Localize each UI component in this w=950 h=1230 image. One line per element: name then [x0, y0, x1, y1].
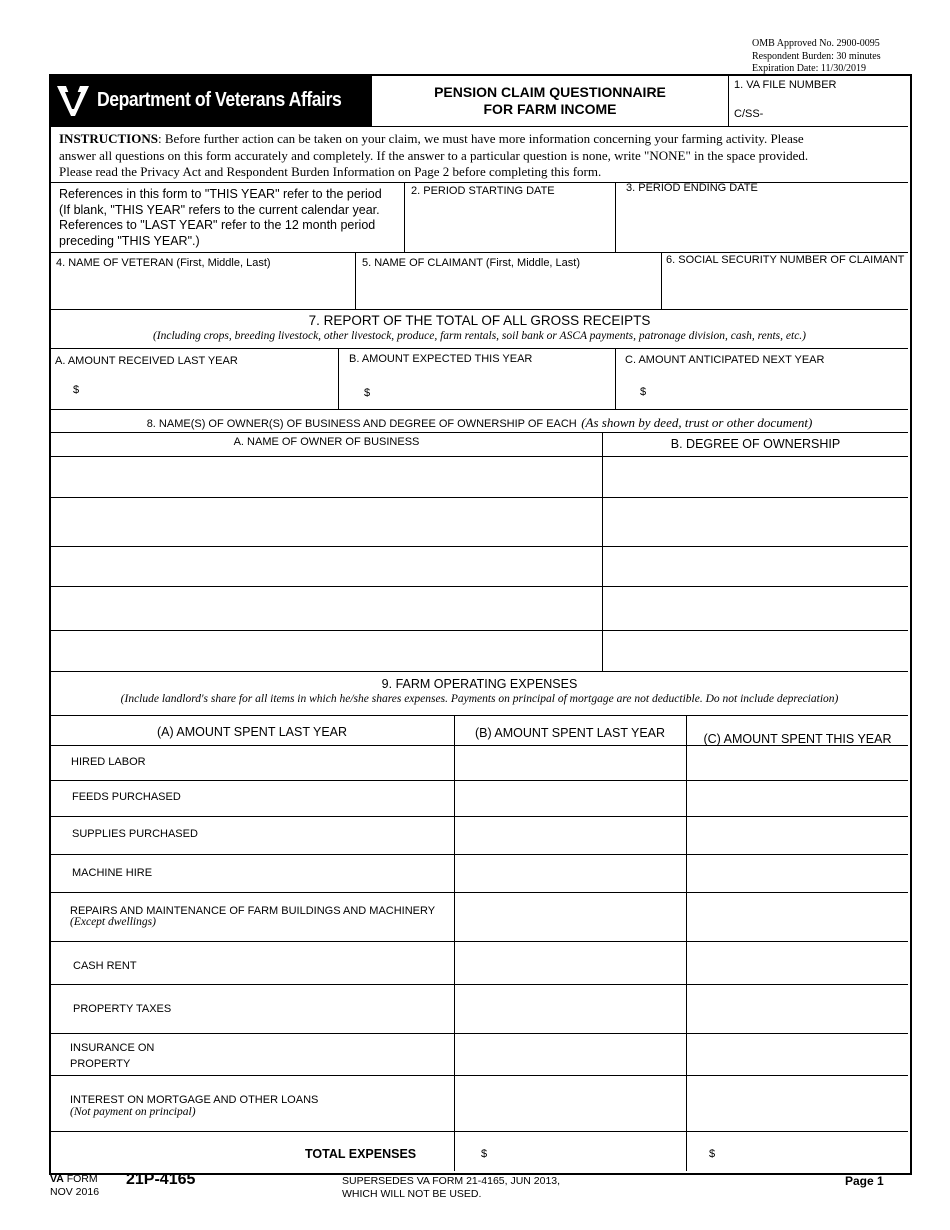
period-ref-line2: (If blank, "THIS YEAR" refers to the current calendar year.: [59, 202, 380, 217]
expenses-col-a: (A) AMOUNT SPENT LAST YEAR: [156, 725, 348, 739]
period-start-label: 2. PERIOD STARTING DATE: [411, 185, 555, 197]
expense-input-this-year[interactable]: [688, 817, 907, 854]
expense-input-this-year[interactable]: [688, 1034, 907, 1075]
receipts-b-dollar: $: [364, 387, 371, 399]
receipts-b-input[interactable]: [376, 376, 612, 407]
owner-name-input[interactable]: [52, 547, 601, 586]
veteran-name-label: 4. NAME OF VETERAN (First, Middle, Last): [56, 257, 271, 269]
owner-degree-input[interactable]: [604, 498, 907, 546]
footer-form-number: 21P-4165: [126, 1171, 196, 1188]
veteran-name-input[interactable]: [53, 272, 353, 308]
period-ref-line3: References to "LAST YEAR" refer to the 12 month period: [59, 218, 376, 232]
footer-form-info: [50, 1173, 99, 1199]
receipts-c-dollar: $: [640, 386, 647, 398]
instructions-label: INSTRUCTIONS: [59, 131, 158, 146]
form-title-line2: FOR FARM INCOME: [483, 101, 617, 117]
owners-title-text: 8. NAME(S) OF OWNER(S) OF BUSINESS AND DEGREE OF OWNERSHIP OF EACH: [146, 418, 577, 430]
expense-input-this-year[interactable]: [688, 746, 907, 780]
receipts-c-input[interactable]: [652, 376, 906, 407]
period-references: [59, 187, 382, 249]
owner-degree-input[interactable]: [604, 457, 907, 497]
owner-name-input[interactable]: [52, 631, 601, 671]
claimant-name-input[interactable]: [358, 272, 658, 308]
owner-name-input[interactable]: [52, 457, 601, 497]
expense-input-last-year[interactable]: [456, 893, 684, 941]
claimant-ssn-label: 6. SOCIAL SECURITY NUMBER OF CLAIMANT: [666, 254, 905, 266]
receipts-a-input[interactable]: [84, 374, 334, 406]
period-end-label: 3. PERIOD ENDING DATE: [626, 182, 758, 194]
expense-label-interest: INTEREST ON MORTGAGE AND OTHER LOANS: [70, 1094, 319, 1106]
expense-input-last-year[interactable]: [456, 1034, 684, 1075]
claimant-ssn-input[interactable]: [664, 270, 906, 308]
omb-approved: OMB Approved No. 2900-0095: [752, 38, 880, 49]
expense-label-machine-hire: MACHINE HIRE: [72, 867, 153, 879]
expense-label-property-taxes: PROPERTY TAXES: [73, 1003, 172, 1015]
footer-page: Page 1: [845, 1174, 884, 1188]
receipts-a-dollar: $: [73, 384, 80, 396]
expenses-col-b: (B) AMOUNT SPENT LAST YEAR: [474, 726, 666, 740]
owners-col-a: A. NAME OF OWNER OF BUSINESS: [233, 436, 420, 448]
footer-date: NOV 2016: [50, 1186, 100, 1198]
form-title-line1: PENSION CLAIM QUESTIONNAIRE: [434, 84, 666, 100]
agency-name: Department of Veterans Affairs: [97, 89, 342, 111]
expense-input-last-year[interactable]: [456, 817, 684, 854]
owner-name-input[interactable]: [52, 498, 601, 546]
total-last-year-input[interactable]: [492, 1134, 684, 1169]
form-title: [372, 84, 728, 118]
expense-input-this-year[interactable]: [688, 1076, 907, 1131]
expense-input-this-year[interactable]: [688, 781, 907, 816]
expenses-subtitle: (Include landlord's share for all items in which he/she shares expenses. Payments on principal of mortgage are not deductible. Do not include depreciation): [120, 693, 839, 705]
expense-input-last-year[interactable]: [456, 985, 684, 1033]
receipts-a-label: A. AMOUNT RECEIVED LAST YEAR: [55, 355, 238, 367]
receipts-subtitle: (Including crops, breeding livestock, other livestock, produce, farm rentals, soil bank or ASCA payments, patronage division, cash, rents, etc.): [152, 330, 807, 342]
owner-degree-input[interactable]: [604, 587, 907, 630]
footer-va-form-label: VA: [50, 1173, 64, 1185]
va-logo-icon: [55, 82, 91, 120]
total-last-year-dollar: $: [481, 1148, 488, 1160]
total-this-year-input[interactable]: [720, 1134, 906, 1169]
footer-va-form-rest: FORM: [63, 1173, 98, 1185]
expense-label-supplies: SUPPLIES PURCHASED: [72, 828, 198, 840]
period-start-input[interactable]: [407, 200, 612, 250]
expense-input-last-year[interactable]: [456, 746, 684, 780]
instructions-line1: : Before further action can be taken on your claim, we must have more information concerning your farming activity. Please: [157, 131, 804, 146]
total-expenses-label: TOTAL EXPENSES: [305, 1147, 417, 1161]
expense-input-last-year[interactable]: [456, 942, 684, 984]
expenses-col-c: (C) AMOUNT SPENT THIS YEAR: [703, 732, 892, 746]
agency-banner: [51, 76, 371, 126]
expense-input-this-year[interactable]: [688, 855, 907, 892]
owner-degree-input[interactable]: [604, 631, 907, 671]
owner-name-input[interactable]: [52, 587, 601, 630]
omb-expiration: Expiration Date: 11/30/2019: [752, 63, 867, 74]
expense-label-insurance: INSURANCE ON: [70, 1042, 155, 1054]
expense-input-last-year[interactable]: [456, 855, 684, 892]
owners-title: [51, 414, 908, 432]
claimant-name-label: 5. NAME OF CLAIMANT (First, Middle, Last): [362, 257, 581, 269]
expense-input-this-year[interactable]: [688, 985, 907, 1033]
receipts-c-label: C. AMOUNT ANTICIPATED NEXT YEAR: [625, 354, 825, 366]
va-file-number-input[interactable]: [770, 100, 905, 124]
footer-supersedes-line1: SUPERSEDES VA FORM 21-4165, JUN 2013,: [342, 1175, 561, 1187]
instructions: [59, 131, 808, 181]
expense-label-repairs: REPAIRS AND MAINTENANCE OF FARM BUILDINGS AND MACHINERY: [70, 905, 436, 917]
expense-input-last-year[interactable]: [456, 1076, 684, 1131]
omb-burden: Respondent Burden: 30 minutes: [752, 50, 881, 62]
expense-sub-insurance: PROPERTY: [70, 1058, 131, 1070]
footer-supersedes-line2: WHICH WILL NOT BE USED.: [342, 1188, 482, 1200]
omb-info: [752, 38, 881, 76]
expense-sub-interest: (Not payment on principal): [70, 1106, 196, 1118]
owners-col-b: B. DEGREE OF OWNERSHIP: [670, 437, 841, 451]
expenses-title: 9. FARM OPERATING EXPENSES: [381, 677, 578, 691]
instructions-line2: answer all questions on this form accurately and completely. If the answer to a particular question is none, write "NONE" in the space provided.: [59, 147, 809, 163]
va-file-label: 1. VA FILE NUMBER: [734, 79, 837, 91]
receipts-title: 7. REPORT OF THE TOTAL OF ALL GROSS RECEIPTS: [308, 313, 651, 328]
period-ref-line1: References in this form to "THIS YEAR" refer to the period: [59, 187, 382, 201]
expense-label-cash-rent: CASH RENT: [73, 960, 137, 972]
expense-label-hired-labor: HIRED LABOR: [71, 756, 146, 768]
expense-sub-repairs: (Except dwellings): [70, 916, 156, 928]
receipts-b-label: B. AMOUNT EXPECTED THIS YEAR: [349, 353, 533, 365]
footer-supersedes: [342, 1175, 560, 1201]
period-end-input[interactable]: [618, 198, 906, 250]
expense-label-feeds: FEEDS PURCHASED: [72, 791, 181, 803]
expense-input-last-year[interactable]: [456, 781, 684, 816]
expense-input-this-year[interactable]: [688, 942, 907, 984]
expense-input-this-year[interactable]: [688, 893, 907, 941]
owners-title-italic: (As shown by deed, trust or other document): [581, 415, 813, 430]
owner-degree-input[interactable]: [604, 547, 907, 586]
instructions-line3: Please read the Privacy Act and Respondent Burden Information on Page 2 before completing this form.: [59, 164, 602, 179]
total-this-year-dollar: $: [709, 1148, 716, 1160]
va-file-prefix: C/SS-: [734, 108, 764, 120]
period-ref-line4: preceding "THIS YEAR".): [59, 233, 200, 248]
